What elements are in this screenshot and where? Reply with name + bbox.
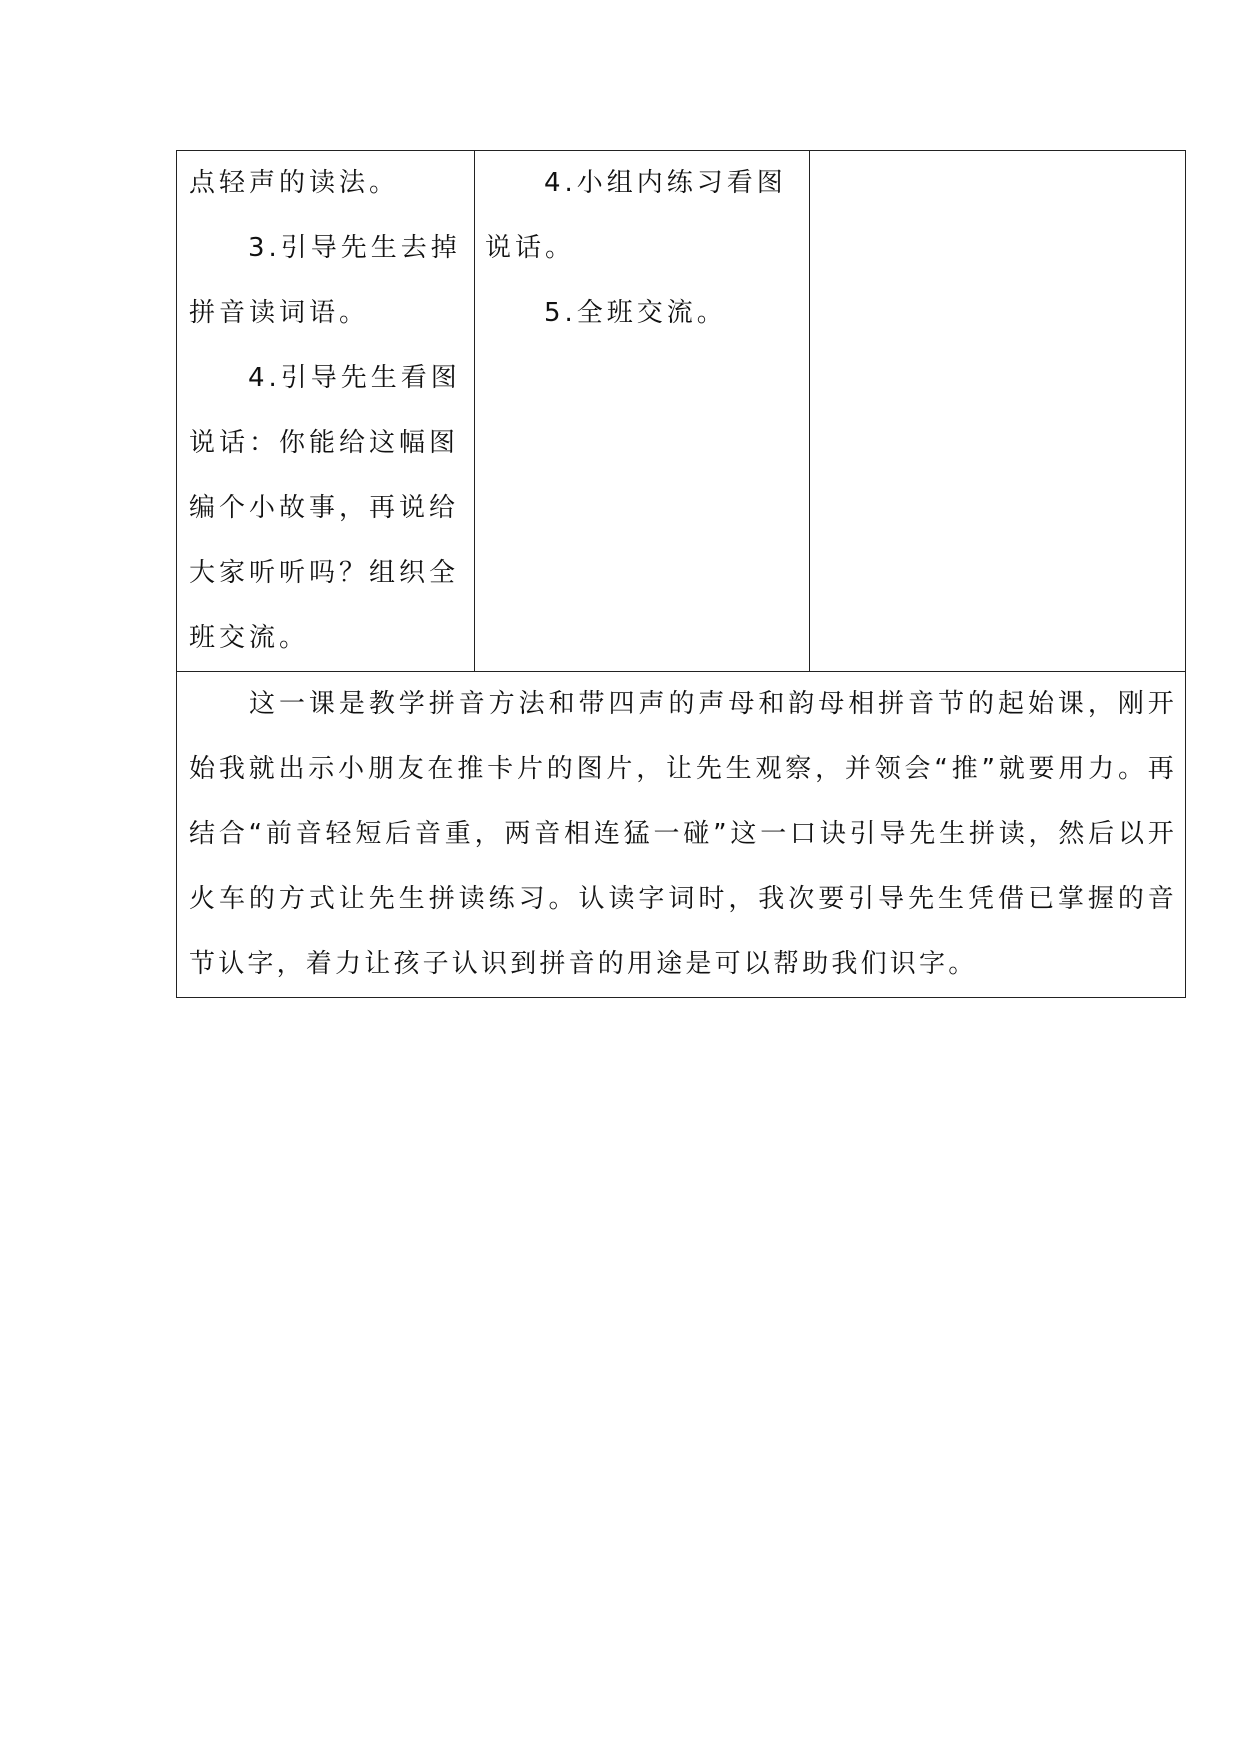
paragraph: 3.引导先生去掉拼音读词语。: [189, 233, 461, 328]
paragraph: 4.引导先生看图说话：你能给这幅图编个小故事，再说给大家听听吗？组织全班交流。: [189, 363, 461, 653]
paragraph: 点轻声的读法。: [189, 168, 400, 198]
design-intent-cell: [810, 151, 1186, 672]
teacher-activity-cell: [177, 151, 475, 672]
reflection-cell: [177, 672, 1186, 998]
paragraph: 4.小组内练习看图说话。: [485, 168, 787, 263]
paragraph: 5.全班交流。: [544, 298, 727, 328]
teacher-activity-text: [177, 151, 474, 671]
table-row: [177, 672, 1186, 998]
student-activity-text: [475, 151, 809, 346]
table-row: [177, 151, 1186, 672]
reflection-text: [177, 672, 1185, 997]
student-activity-cell: [475, 151, 810, 672]
lesson-plan-table: [176, 150, 1186, 998]
paragraph: 这一课是教学拼音方法和带四声的声母和韵母相拼音节的起始课，刚开始我就出示小朋友在推卡片的图片，让先生观察，并领会“推”就要用力。再结合“前音轻短后音重，两音相连猛一碰”这一口诀引导先生拼读，然后以开火车的方式让先生拼读练习。认读字词时，我次要引导先生凭借已掌握的音节认字，着力让孩子认识到拼音的用途是可以帮助我们识字。: [189, 689, 1177, 979]
